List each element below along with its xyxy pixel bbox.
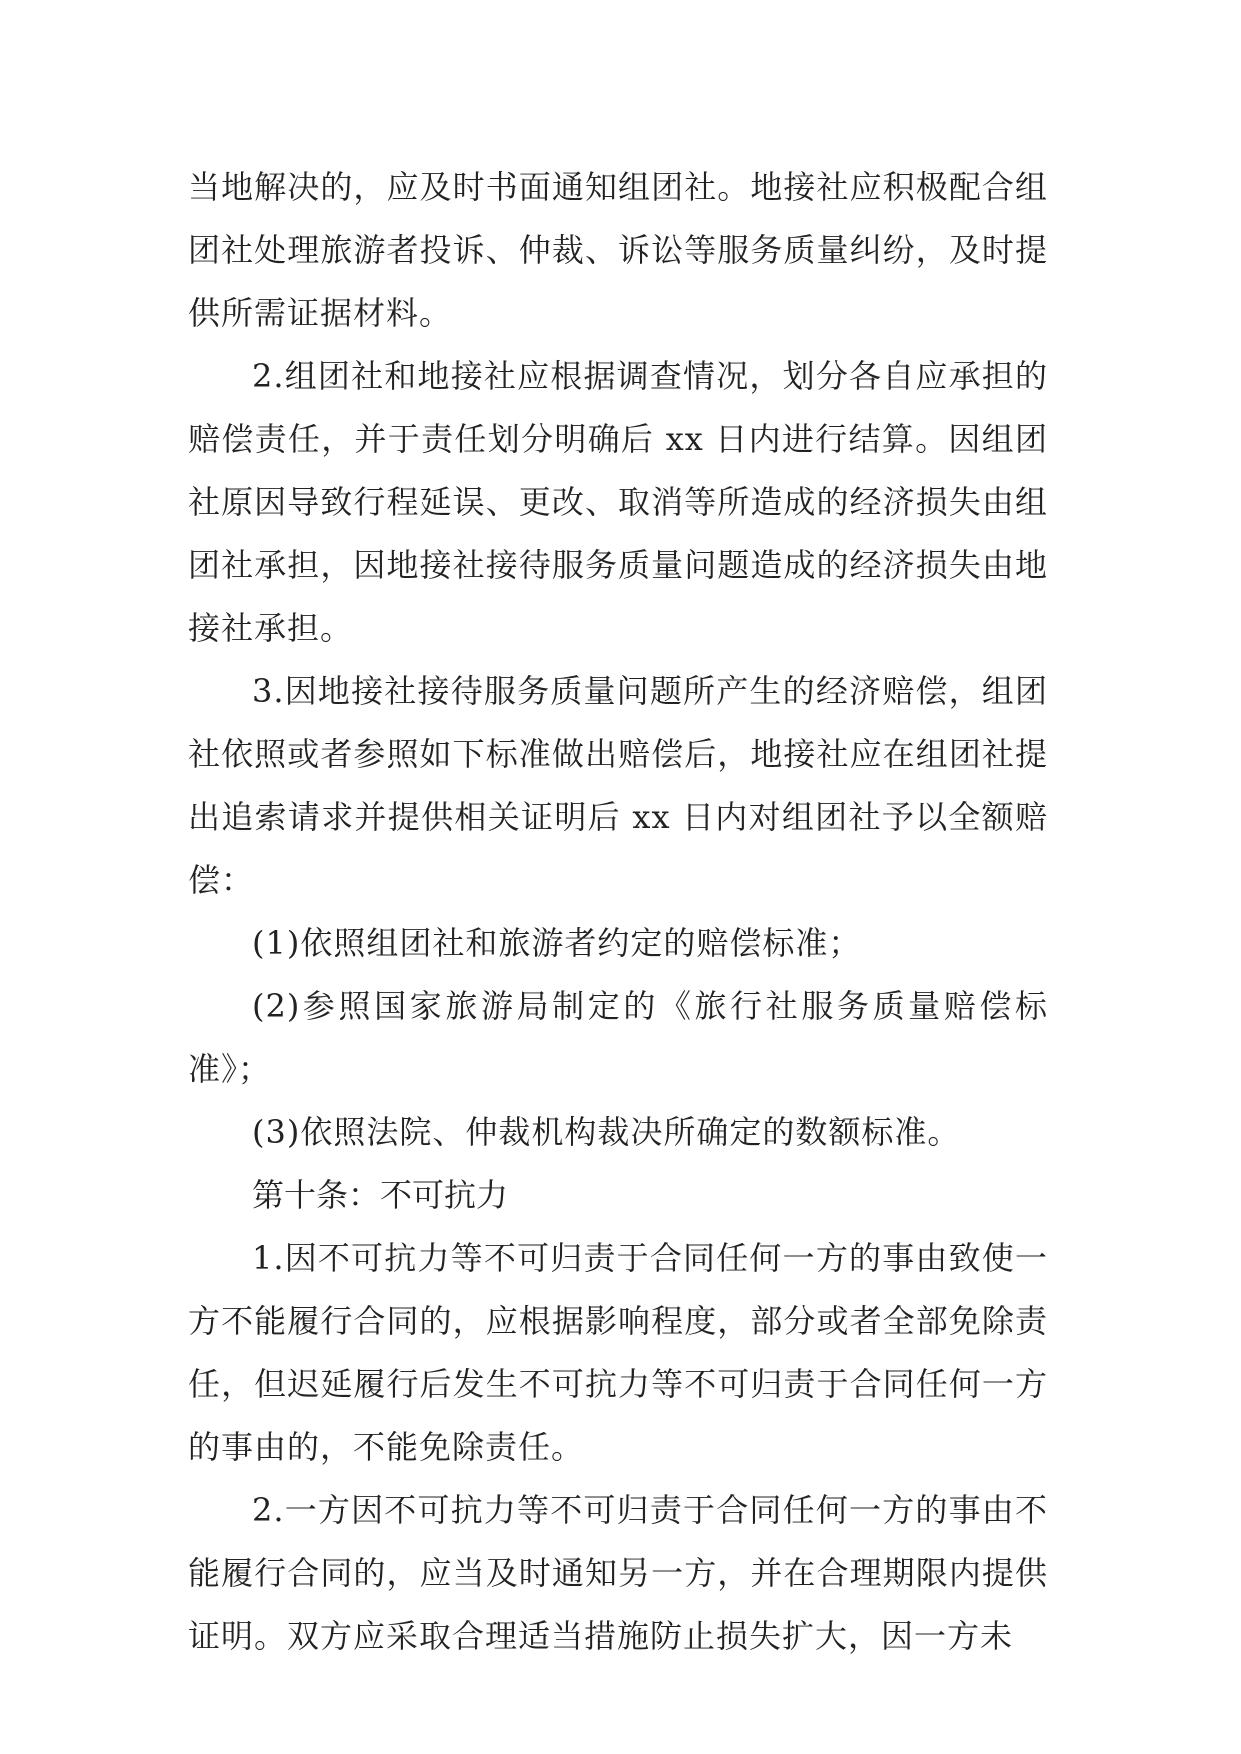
- list-item-3: (3)依照法院、仲裁机构裁决所确定的数额标准。: [252, 1113, 961, 1151]
- paragraph-clause-3: 3.因地接社接待服务质量问题所产生的经济赔偿，组团社依照或者参照如下标准做出赔偿后，地接社应在组团社提出追索请求并提供相关证明后 xx 日内对组团社予以全额赔偿：: [188, 672, 1048, 899]
- section-heading-article-10: 第十条：不可抗力: [252, 1176, 509, 1214]
- paragraph-force-majeure-2: 2.一方因不可抗力等不可归责于合同任何一方的事由不能履行合同的，应当及时通知另一方，并在合理期限内提供证明。双方应采取合理适当措施防止损失扩大，因一方未: [188, 1491, 1048, 1655]
- paragraph-clause-2: 2.组团社和地接社应根据调查情况，划分各自应承担的赔偿责任，并于责任划分明确后 xx 日内进行结算。因组团社原因导致行程延误、更改、取消等所造成的经济损失由组团社承担，因地接社接待服务质量问题造成的经济损失由地接社承担。: [188, 357, 1048, 647]
- paragraph-continuation: 当地解决的，应及时书面通知组团社。地接社应积极配合组团社处理旅游者投诉、仲裁、诉讼等服务质量纠纷，及时提供所需证据材料。: [188, 168, 1048, 332]
- paragraph-force-majeure-1: 1.因不可抗力等不可归责于合同任何一方的事由致使一方不能履行合同的，应根据影响程度，部分或者全部免除责任，但迟延履行后发生不可抗力等不可归责于合同任何一方的事由的，不能免除责任。: [188, 1239, 1048, 1466]
- list-item-2: (2)参照国家旅游局制定的《旅行社服务质量赔偿标准》；: [188, 987, 1048, 1088]
- document-body: [188, 156, 1048, 1668]
- list-item-1: (1)依照组团社和旅游者约定的赔偿标准；: [252, 924, 862, 962]
